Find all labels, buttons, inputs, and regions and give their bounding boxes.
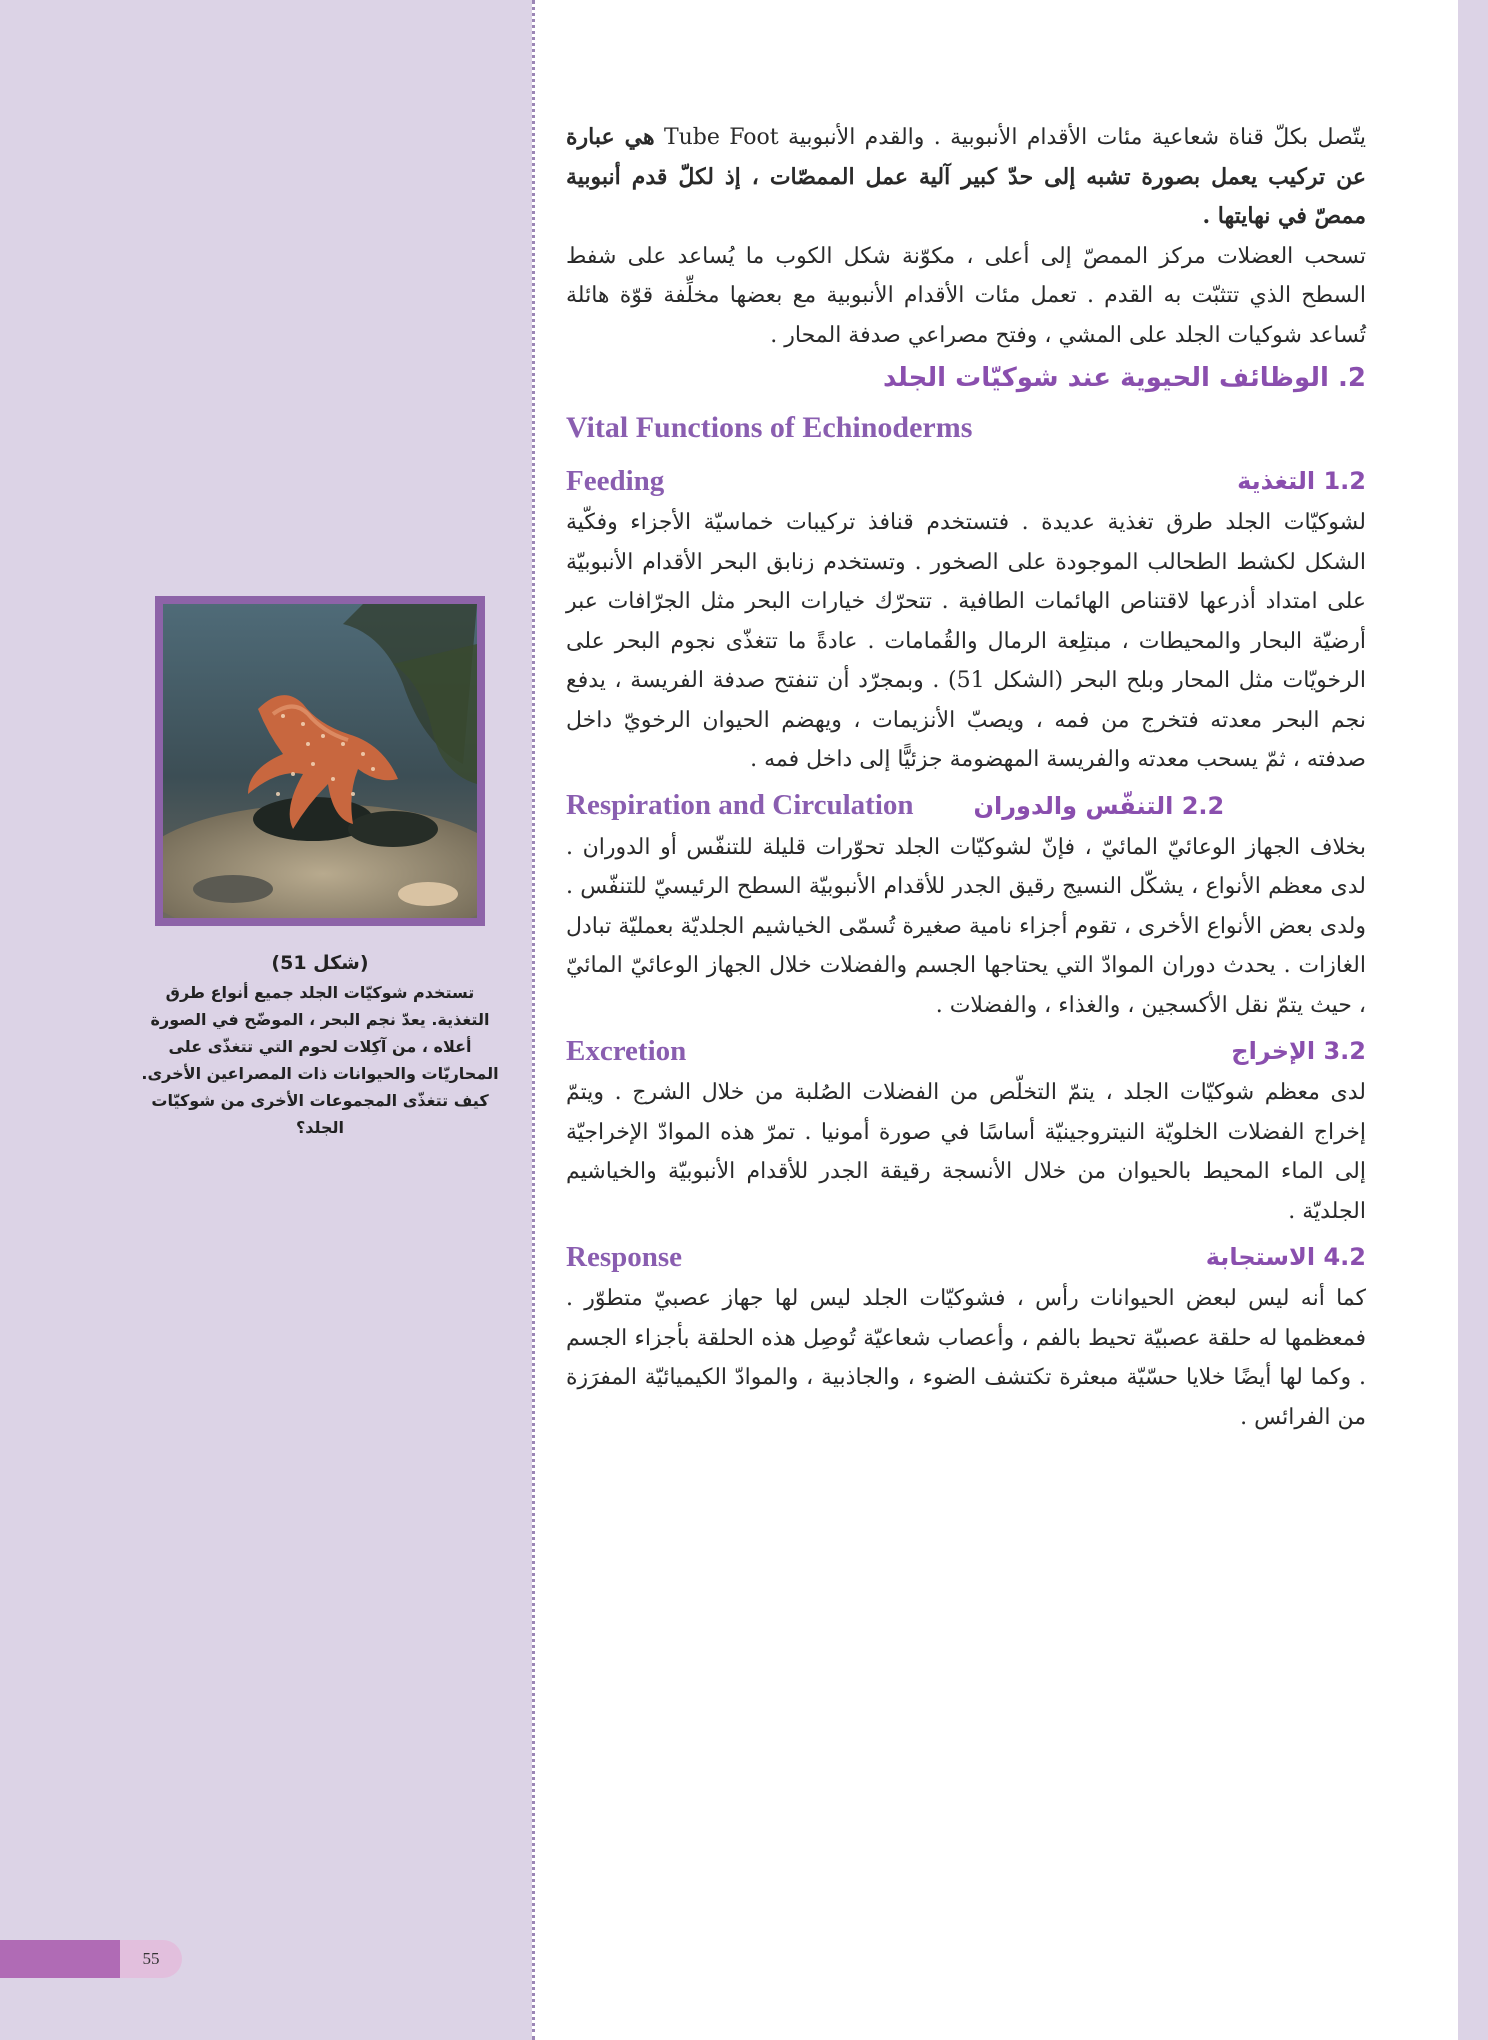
response-heading-arabic: 4.2 الاستجابة bbox=[1205, 1243, 1366, 1271]
respiration-heading bbox=[566, 784, 1366, 828]
main-content bbox=[566, 118, 1366, 1437]
respiration-heading-english: Respiration and Circulation bbox=[566, 789, 914, 821]
excretion-heading-arabic: 3.2 الإخراج bbox=[1231, 1037, 1366, 1065]
intro-text-2: تسحب العضلات مركز الممصّ إلى أعلى ، مكوّنة شكل الكوب ما يُساعد على شفط السطح الذي تتثبّت به القدم . تعمل مئات الأقدام الأنبوبية مع بعضها مخلِّفة قوّة هائلة تُساعد شوكيات الجلد على المشي ، وفتح مصراعي صدفة المحار . bbox=[566, 243, 1366, 348]
excretion-heading-english: Excretion bbox=[566, 1034, 687, 1067]
feeding-heading-english: Feeding bbox=[566, 464, 665, 497]
section-title-arabic: 2. الوظائف الحيوية عند شوكيّات الجلد bbox=[883, 363, 1366, 393]
feeding-heading bbox=[566, 459, 1366, 503]
excretion-paragraph: لدى معظم شوكيّات الجلد ، يتمّ التخلّص من الفضلات الصُلبة من خلال الشرج . ويتمّ إخراج الفضلات الخلويّة النيتروجينيّة أساسًا في صورة أمونيا . تمرّ هذه الموادّ الإخراجيّة إلى الماء المحيط بالحيوان من خلال الأنسجة رقيقة الجدر للأقدام الأنبوبيّة والخياشيم الجلديّة . bbox=[566, 1080, 1366, 1224]
response-heading-english: Response bbox=[566, 1240, 683, 1273]
page-number: 55 bbox=[120, 1940, 182, 1978]
response-paragraph: كما أنه ليس لبعض الحيوانات رأس ، فشوكيّات الجلد ليس لها جهاز عصبيّ متطوّر . فمعظمها له حلقة عصبيّة تحيط بالفم ، وأعصاب شعاعيّة تُوصِل هذه الحلقة بأجزاء الجسم . وكما لها أيضًا خلايا حسّيّة مبعثرة تكتشف الضوء ، والجاذبية ، والموادّ الكيميائيّة المفرَزة من الفرائس . bbox=[566, 1286, 1366, 1430]
figure-caption-text: تستخدم شوكيّات الجلد جميع أنواع طرق التغذية. يعدّ نجم البحر ، الموضّح في الصورة أعلاه ، من آكِلات لحوم التي تتغذّى على المحاريّات والحيوانات ذات المصراعين الأخرى. bbox=[141, 983, 499, 1083]
figure-number: (شكل 51) bbox=[271, 952, 369, 974]
page-number-bar bbox=[0, 1940, 120, 1978]
dotted-divider bbox=[532, 0, 535, 2040]
section-title-english: Vital Functions of Echinoderms bbox=[566, 411, 973, 444]
intro-text-1: يتّصل بكلّ قناة شعاعية مئات الأقدام الأنبوبية . والقدم الأنبوبية Tube Foot bbox=[663, 125, 1366, 150]
starfish-photo bbox=[163, 604, 477, 918]
figure-caption bbox=[135, 950, 505, 1141]
feeding-paragraph: لشوكيّات الجلد طرق تغذية عديدة . فتستخدم قنافذ تركيبات خماسيّة الأجزاء وفكّية الشكل لكشط الطحالب الموجودة على الصخور . وتستخدم زنابق البحر الأقدام الأنبوبيّة على امتداد أذرعها لاقتناص الهائمات الطافية . تتحرّك خيارات البحر مثل الجرّافات عبر أرضيّة البحار والمحيطات ، مبتلِعة الرمال والقُمامات . عادةً ما تتغذّى نجوم البحر على الرخويّات مثل المحار وبلح البحر (الشكل 51) . وبمجرّد أن تنفتح صدفة الفريسة ، يدفع نجم البحر معدته فتخرج من فمه ، ويصبّ الأنزيمات ، ويهضم الحيوان الرخويّ داخل صدفته ، ثمّ يسحب معدته والفريسة المهضومة جزئيًّا إلى داخل فمه . bbox=[566, 510, 1366, 772]
intro-paragraph bbox=[566, 118, 1366, 355]
figure-51-frame bbox=[155, 596, 485, 926]
right-margin-strip bbox=[1458, 0, 1488, 2040]
respiration-paragraph: بخلاف الجهاز الوعائيّ المائيّ ، فإنّ لشوكيّات الجلد تحوّرات قليلة للتنفّس أو الدوران . لدى معظم الأنواع ، يشكّل النسيج رقيق الجدر للأقدام الأنبوبيّة السطح الرئيسيّ للتنفّس . ولدى بعض الأنواع الأخرى ، تقوم أجزاء نامية صغيرة تُسمّى الخياشيم الجلديّة بعمليّة تبادل الغازات . يحدث دوران الموادّ التي يحتاجها الجسم والفضلات خلال الجهاز الوعائيّ المائيّ ، حيث يتمّ نقل الأكسجين ، والغذاء ، والفضلات . bbox=[566, 834, 1366, 1018]
feeding-heading-arabic: 1.2 التغذية bbox=[1237, 467, 1366, 495]
figure-question: كيف تتغذّى المجموعات الأخرى من شوكيّات الجلد؟ bbox=[151, 1091, 489, 1137]
respiration-heading-arabic: 2.2 التنفّس والدوران bbox=[973, 791, 1225, 820]
excretion-heading bbox=[566, 1029, 1366, 1073]
response-heading bbox=[566, 1235, 1366, 1279]
intro-text-bold: هي عبارة عن تركيب يعمل بصورة تشبه إلى حدّ كبير آلية عمل الممصّات ، إذ لكلّ قدم أنبوبية ممصّ في نهايتها . bbox=[566, 124, 1366, 229]
